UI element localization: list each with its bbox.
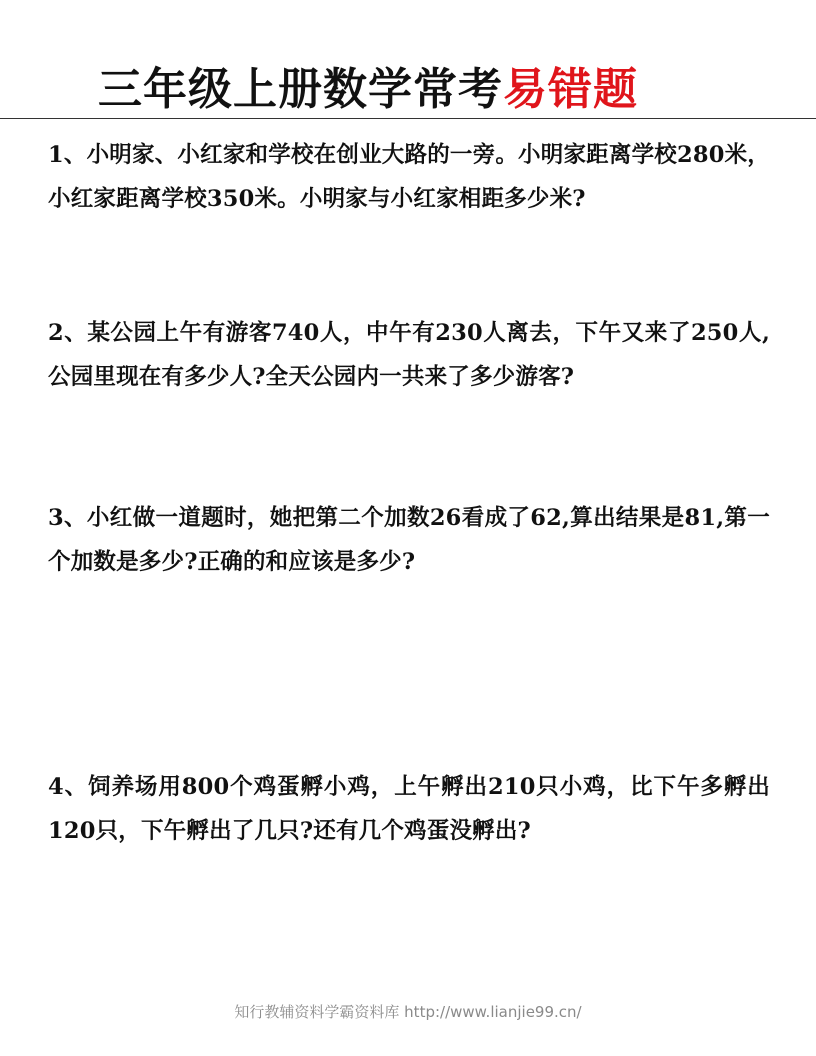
question-4: 4、饲养场用800个鸡蛋孵小鸡，上午孵出210只小鸡，比下午多孵出120只，下午孵出了几只?还有几个鸡蛋没孵出?	[48, 774, 770, 844]
page-title	[98, 62, 638, 118]
title-divider	[0, 118, 816, 119]
footer-source-text: 知行教辅资料学霸资料库 http://www.lianjie99.cn/	[234, 1003, 582, 1021]
question-1: 1、小明家、小红家和学校在创业大路的一旁。小明家距离学校280米，小红家距离学校350米。小明家与小红家相距多少米?	[48, 142, 770, 212]
page-title-main: 三年级上册数学常考	[98, 64, 503, 115]
question-3: 3、小红做一道题时，她把第二个加数26看成了62,算出结果是81,第一个加数是多少?正确的和应该是多少?	[48, 505, 770, 575]
page-title-accent: 易错题	[503, 64, 638, 115]
question-2: 2、某公园上午有游客740人，中午有230人离去，下午又来了250人,公园里现在有多少人?全天公园内一共来了多少游客?	[48, 320, 770, 390]
